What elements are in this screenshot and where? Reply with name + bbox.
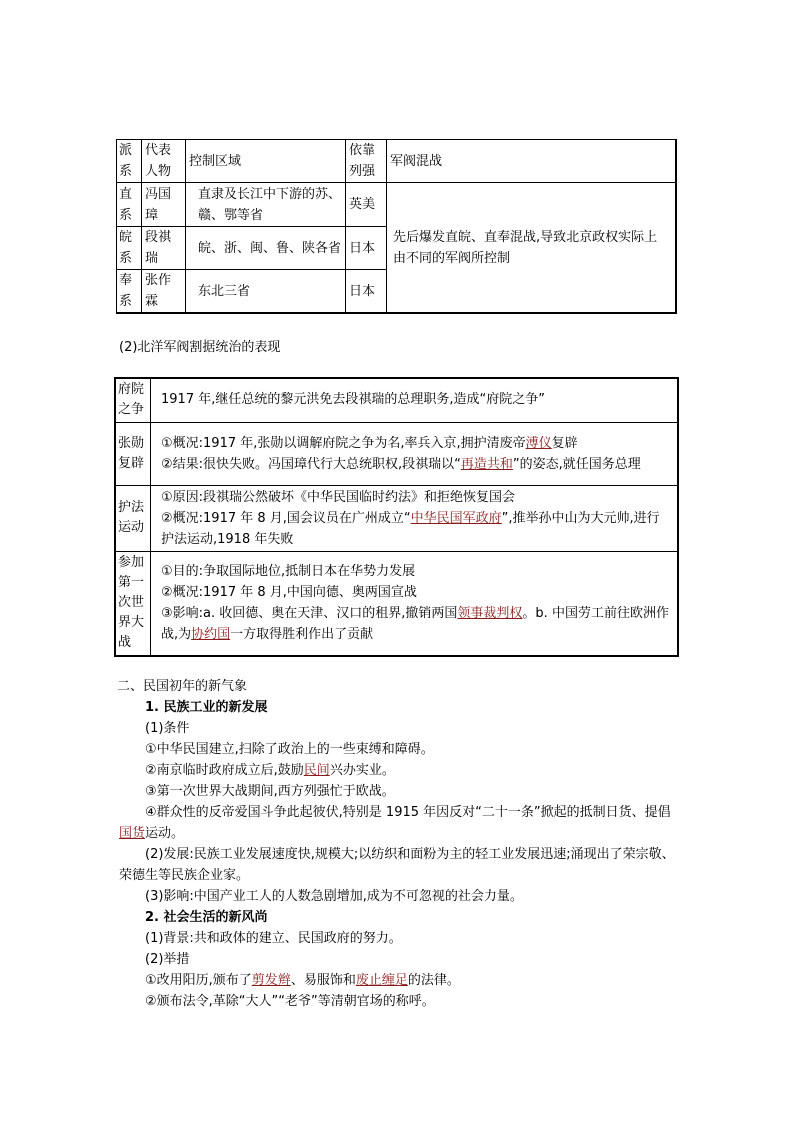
faction-cell: 皖系 bbox=[117, 227, 142, 270]
region-cell: 皖、浙、闽、鲁、陕各省 bbox=[186, 227, 346, 270]
table-header-row bbox=[117, 140, 677, 183]
condition-1: ①中华民国建立,扫除了政治上的一些束缚和障碍。 bbox=[145, 742, 434, 757]
impact-paragraph: (3)影响:中国产业工人的人数急剧增加,成为不可忽视的社会力量。 bbox=[145, 889, 523, 904]
development-paragraph: (2)发展:民族工业发展速度快,规模大;以纺织和面粉为主的轻工业发展迅速;涌现出了荣宗敬、荣德生等民族企业家。 bbox=[119, 847, 675, 883]
condition-3: ③第一次世界大战期间,西方列强忙于欧战。 bbox=[145, 784, 395, 799]
section-heading: 二、民国初年的新气象 bbox=[117, 679, 248, 694]
faction-cell: 奉系 bbox=[117, 270, 142, 314]
background-paragraph: (1)背景:共和政体的建立、民国政府的努力。 bbox=[145, 931, 402, 946]
table-row bbox=[115, 551, 678, 656]
subtitle-warlord-rule: (2)北洋军阀割据统治的表现 bbox=[119, 340, 281, 355]
zhangxun-result: ②结果:很快失败。冯国璋代行大总统职权,段祺瑞以“再造共和”的姿态,就任国务总理 bbox=[161, 456, 641, 472]
region-cell: 直隶及长江中下游的苏、赣、鄂等省 bbox=[186, 183, 346, 227]
wwi-impact: ③影响:a. 收回德、奥在天津、汉口的租界,撤销两国领事裁判权。b. 中国劳工前往欧洲作战,为协约国一方取得胜利作出了贡献 bbox=[161, 606, 669, 643]
entente-term: 协约国 bbox=[191, 627, 231, 643]
header-power: 依靠列强 bbox=[346, 140, 387, 183]
header-leader: 代表人物 bbox=[142, 140, 186, 183]
row-key-zhangxun: 张勋复辟 bbox=[115, 422, 151, 485]
power-cell: 日本 bbox=[346, 270, 387, 314]
row-value-zhangxun bbox=[151, 422, 679, 485]
conditions-label: (1)条件 bbox=[145, 721, 190, 736]
measure-2: ②颁布法令,革除“大人”“老爷”等清朝官场的称呼。 bbox=[145, 994, 435, 1009]
condition-4: ④群众性的反帝爱国斗争此起彼伏,特别是 1915 年因反对“二十一条”掀起的抵制日货、提倡国货运动。 bbox=[119, 805, 671, 841]
header-faction: 派系 bbox=[117, 140, 142, 183]
zaizao-gonghe-term: 再造共和 bbox=[460, 456, 513, 472]
zhangxun-overview: ①概况:1917 年,张勋以调解府院之争为名,率兵入京,拥护清废帝溥仪复辟 bbox=[161, 435, 578, 451]
header-region: 控制区域 bbox=[186, 140, 346, 183]
hufa-cause: ①原因:段祺瑞公然破坏《中华民国临时约法》和拒绝恢复国会 bbox=[161, 489, 516, 505]
region-cell: 东北三省 bbox=[186, 270, 346, 314]
row-key-wwi: 参加第一次世界大战 bbox=[115, 551, 151, 656]
hufa-overview: ②概况:1917 年 8 月,国会议员在广州成立“中华民国军政府”,推举孙中山为大元帅,进行护法运动,1918 年失败 bbox=[161, 510, 660, 547]
row-value-fuyuan: 1917 年,继任总统的黎元洪免去段祺瑞的总理职务,造成“府院之争” bbox=[151, 378, 679, 422]
war-cell: 先后爆发直皖、直奉混战,导致北京政权实际上由不同的军阀所控制 bbox=[387, 183, 677, 314]
puyi-term: 溥仪 bbox=[525, 435, 552, 451]
condition-2: ②南京临时政府成立后,鼓励民间兴办实业。 bbox=[145, 763, 395, 778]
power-cell: 英美 bbox=[346, 183, 387, 227]
row-key-hufa: 护法运动 bbox=[115, 485, 151, 551]
jianfabian-term: 剪发辫 bbox=[251, 973, 291, 988]
faction-cell: 直系 bbox=[117, 183, 142, 227]
wwi-overview: ②概况:1917 年 8 月,中国向德、奥两国宣战 bbox=[161, 585, 417, 601]
consular-jurisdiction-term: 领事裁判权 bbox=[457, 606, 523, 622]
subheading-industry: 1. 民族工业的新发展 bbox=[145, 700, 268, 715]
row-value-hufa bbox=[151, 485, 679, 551]
measures-label: (2)举措 bbox=[145, 952, 190, 967]
table-row bbox=[115, 485, 678, 551]
row-key-fuyuan: 府院之争 bbox=[115, 378, 151, 422]
leader-cell: 张作霖 bbox=[142, 270, 186, 314]
wwi-goal: ①目的:争取国际地位,抵制日本在华势力发展 bbox=[161, 564, 416, 580]
chanzu-term: 废止缠足 bbox=[355, 973, 408, 988]
minjian-term: 民间 bbox=[303, 763, 330, 778]
header-war: 军阀混战 bbox=[387, 140, 677, 183]
military-government-term: 中华民国军政府 bbox=[410, 510, 502, 526]
table-row bbox=[115, 378, 678, 422]
leader-cell: 冯国璋 bbox=[142, 183, 186, 227]
leader-cell: 段祺瑞 bbox=[142, 227, 186, 270]
table-row bbox=[115, 422, 678, 485]
warlord-rule-table bbox=[114, 377, 679, 657]
row-value-wwi bbox=[151, 551, 679, 656]
guohuo-term: 国货 bbox=[119, 826, 146, 841]
warlord-factions-table bbox=[116, 139, 677, 314]
power-cell: 日本 bbox=[346, 227, 387, 270]
table-row bbox=[117, 183, 677, 227]
subheading-social-life: 2. 社会生活的新风尚 bbox=[145, 910, 268, 925]
measure-1: ①改用阳历,颁布了剪发辫、易服饰和废止缠足的法律。 bbox=[145, 973, 460, 988]
